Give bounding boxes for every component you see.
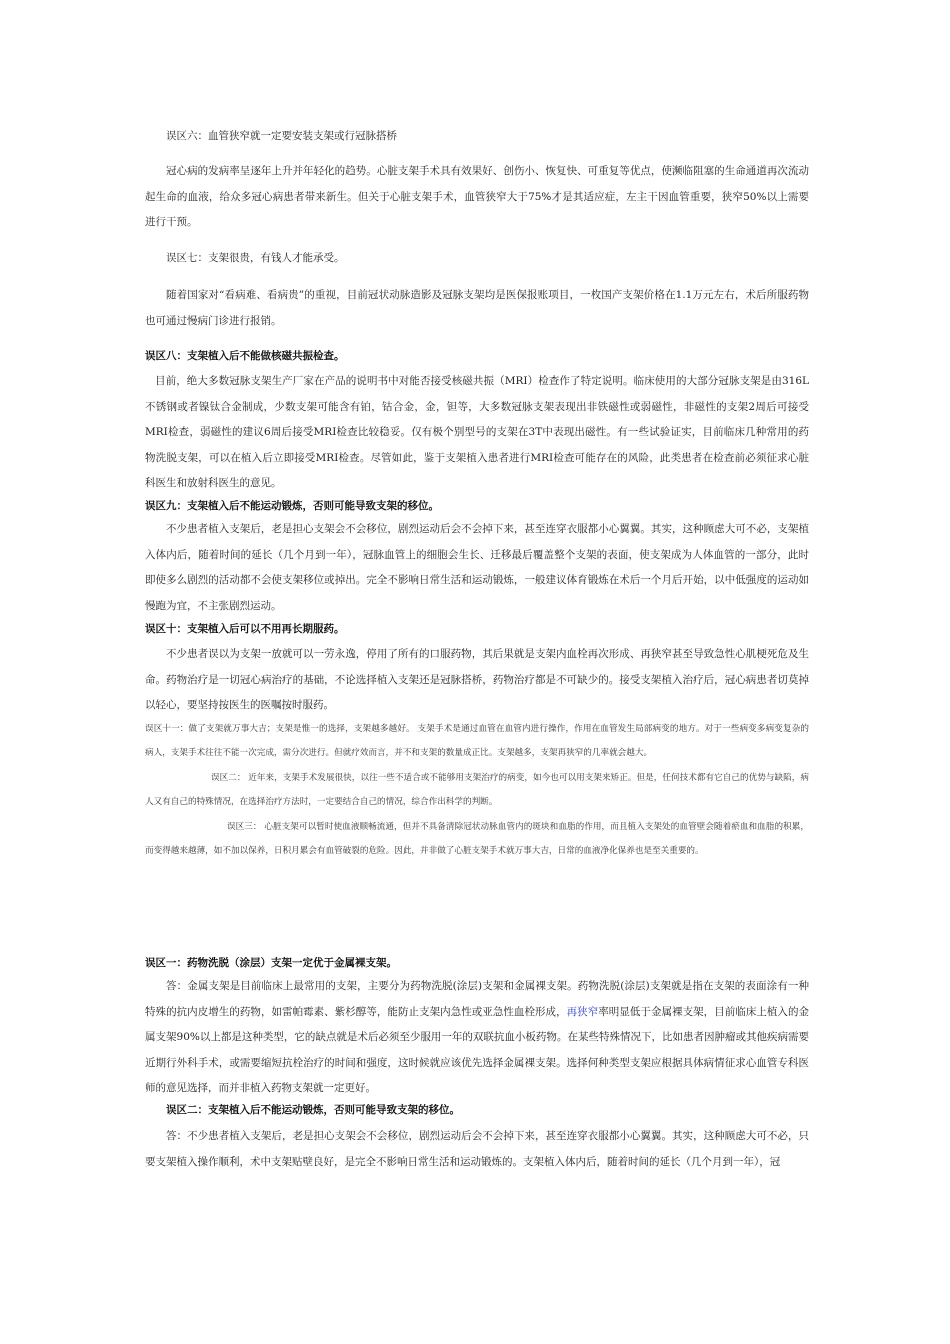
myth-1-text-b: 率明显低于金属裸支架，目前临床上植入的金属支架90%以上都是这种类型，它的缺点就是术后必须至少服用一年的双联抗血小板药物。在某些特殊情况下，比如患者因肿瘤或其他疾病需要近期行外科手术，或需要缩短抗栓治疗的时间和强度，这时候就应该优先选择金属裸支架。选择何种类型支架应根据具体病情征求心血管专科医师的意见选择，而并非植入药物支架就一定更好。 (145, 1005, 810, 1094)
myth-10-paragraph: 不少患者误以为支架一放就可以一劳永逸，停用了所有的口服药物，其后果就是支架内血栓再次形成、再狭窄甚至导致急性心肌梗死危及生命。药物治疗是一切冠心病治疗的基础，不论选择植入支架还是冠脉搭桥，药物治疗都是不可缺少的。接受支架植入治疗后，冠心病患者切莫掉以轻心，要坚持按医生的医嘱按时服药。 (145, 648, 809, 711)
myth-1-text-a: 答：金属支架是目前临床上最常用的支架，主要分为药物洗脱(涂层)支架和金属裸支架。药物洗脱(涂层)支架就是指在支架的表面涂有一种特殊的抗内皮增生的药物，如雷帕霉素、紫杉醇等，能防止支架内急性或亚急性血栓形成， (145, 980, 809, 1018)
restenosis-link[interactable]: 再狭窄 (566, 1005, 599, 1018)
myth-7-heading: 误区七：支架很贵，有钱人才能承受。 (166, 252, 345, 264)
myth-b-paragraph: 误区二： 近年来，支架手术发展很快，以往一些不适合或不能够用支架治疗的病变，如今也可以用支架来矫正。但是，任何技术都有它自己的优势与缺陷，病人又有自己的特殊情况，在选择治疗方法时，一定要结合自己的情况，综合作出科学的判断。 (145, 773, 809, 807)
myth-6-heading: 误区六：血管狭窄就一定要安装支架或行冠脉搭桥 (166, 130, 397, 142)
myth-9-heading: 误区九：支架植入后不能运动锻炼，否则可能导致支架的移位。 (145, 500, 439, 512)
myth-1-paragraph (145, 974, 809, 1102)
myth-6-paragraph: 冠心病的发病率呈逐年上升并年轻化的趋势。心脏支架手术具有效果好、创伤小、恢复快、可重复等优点，使濒临阻塞的生命通道再次流动起生命的血液，给众多冠心病患者带来新生。但关于心脏支架手术，血管狭窄大于75%才是其适应症，左主干因血管重要，狭窄50%以上需要进行干预。 (145, 165, 809, 228)
myth-9-paragraph: 不少患者植入支架后，老是担心支架会不会移位，剧烈运动后会不会掉下来，甚至连穿衣服都小心翼翼。其实，这种顾虑大可不必，支架植入体内后，随着时间的延长（几个月到一年），冠脉血管上的细胞会生长、迁移最后覆盖整个支架的表面，使支架成为人体血管的一部分，此时即使多么剧烈的活动都不会使支架移位或掉出。完全不影响日常生活和运动锻炼，一般建议体育锻炼在术后一个月后开始，以中低强度的运动如慢跑为宜，不主张剧烈运动。 (145, 523, 809, 612)
myth-c-paragraph: 误区三： 心脏支架可以暂时使血液顺畅流通，但并不具备清除冠状动脉血管内的斑块和血脂的作用，而且植入支架处的血管壁会随着瘀血和血脂的积累，而变得越来越薄，如不加以保养，日积月累会有血管破裂的危险。因此，并非做了心脏支架手术就万事大吉，日常的血液净化保养也是至关重要的。 (145, 822, 809, 856)
myth-8-heading: 误区八：支架植入后不能做核磁共振检查。 (145, 350, 345, 362)
myth-10-heading: 误区十：支架植入后可以不用再长期服药。 (145, 623, 345, 635)
myth-2-heading: 误区二：支架植入后不能运动锻炼，否则可能导致支架的移位。 (166, 1104, 460, 1116)
myth-8-paragraph: 目前，绝大多数冠脉支架生产厂家在产品的说明书中对能否接受核磁共振（MRI）检查作了特定说明。临床使用的大部分冠脉支架是由316L不锈钢或者镍钛合金制成，少数支架可能含有铂，钴合金，金，钽等，大多数冠脉支架表现出非铁磁性或弱磁性，非磁性的支架2周后可接受MRI检查，弱磁性的建议6周后接受MRI检查比较稳妥。仅有极个别型号的支架在3T中表现出磁性。有一些试验证实，目前临床几种常用的药物洗脱支架，可以在植入后立即接受MRI检查。尽管如此，鉴于支架植入患者进行MRI检查可能存在的风险，此类患者在检查前必须征求心脏科医生和放射科医生的意见。 (145, 375, 809, 489)
myth-11-paragraph: 误区十一：做了支架就万事大吉；支架是惟一的选择，支架越多越好。 支架手术是通过血管在血管内进行操作，作用在血管发生局部病变的地方。对于一些病变多病变复杂的病人，支架手术往往不能一次完成，需分次进行。但就疗效而言，并不和支架的数量成正比。支架越多，支架再狭窄的几率就会越大。 (145, 724, 809, 758)
myth-2-paragraph: 答：不少患者植入支架后，老是担心支架会不会移位，剧烈运动后会不会掉下来，甚至连穿衣服都小心翼翼。其实，这种顾虑大可不必，只要支架植入操作顺利，术中支架贴壁良好，是完全不影响日常生活和运动锻炼的。支架植入体内后，随着时间的延长（几个月到一年），冠 (145, 1130, 809, 1168)
myth-7-paragraph: 随着国家对“看病难、看病贵”的重视，目前冠状动脉造影及冠脉支架均是医保报账项目，一枚国产支架价格在1.1万元左右，术后所服药物也可通过慢病门诊进行报销。 (145, 289, 809, 327)
myth-1-heading: 误区一：药物洗脱（涂层）支架一定优于金属裸支架。 (145, 957, 397, 969)
